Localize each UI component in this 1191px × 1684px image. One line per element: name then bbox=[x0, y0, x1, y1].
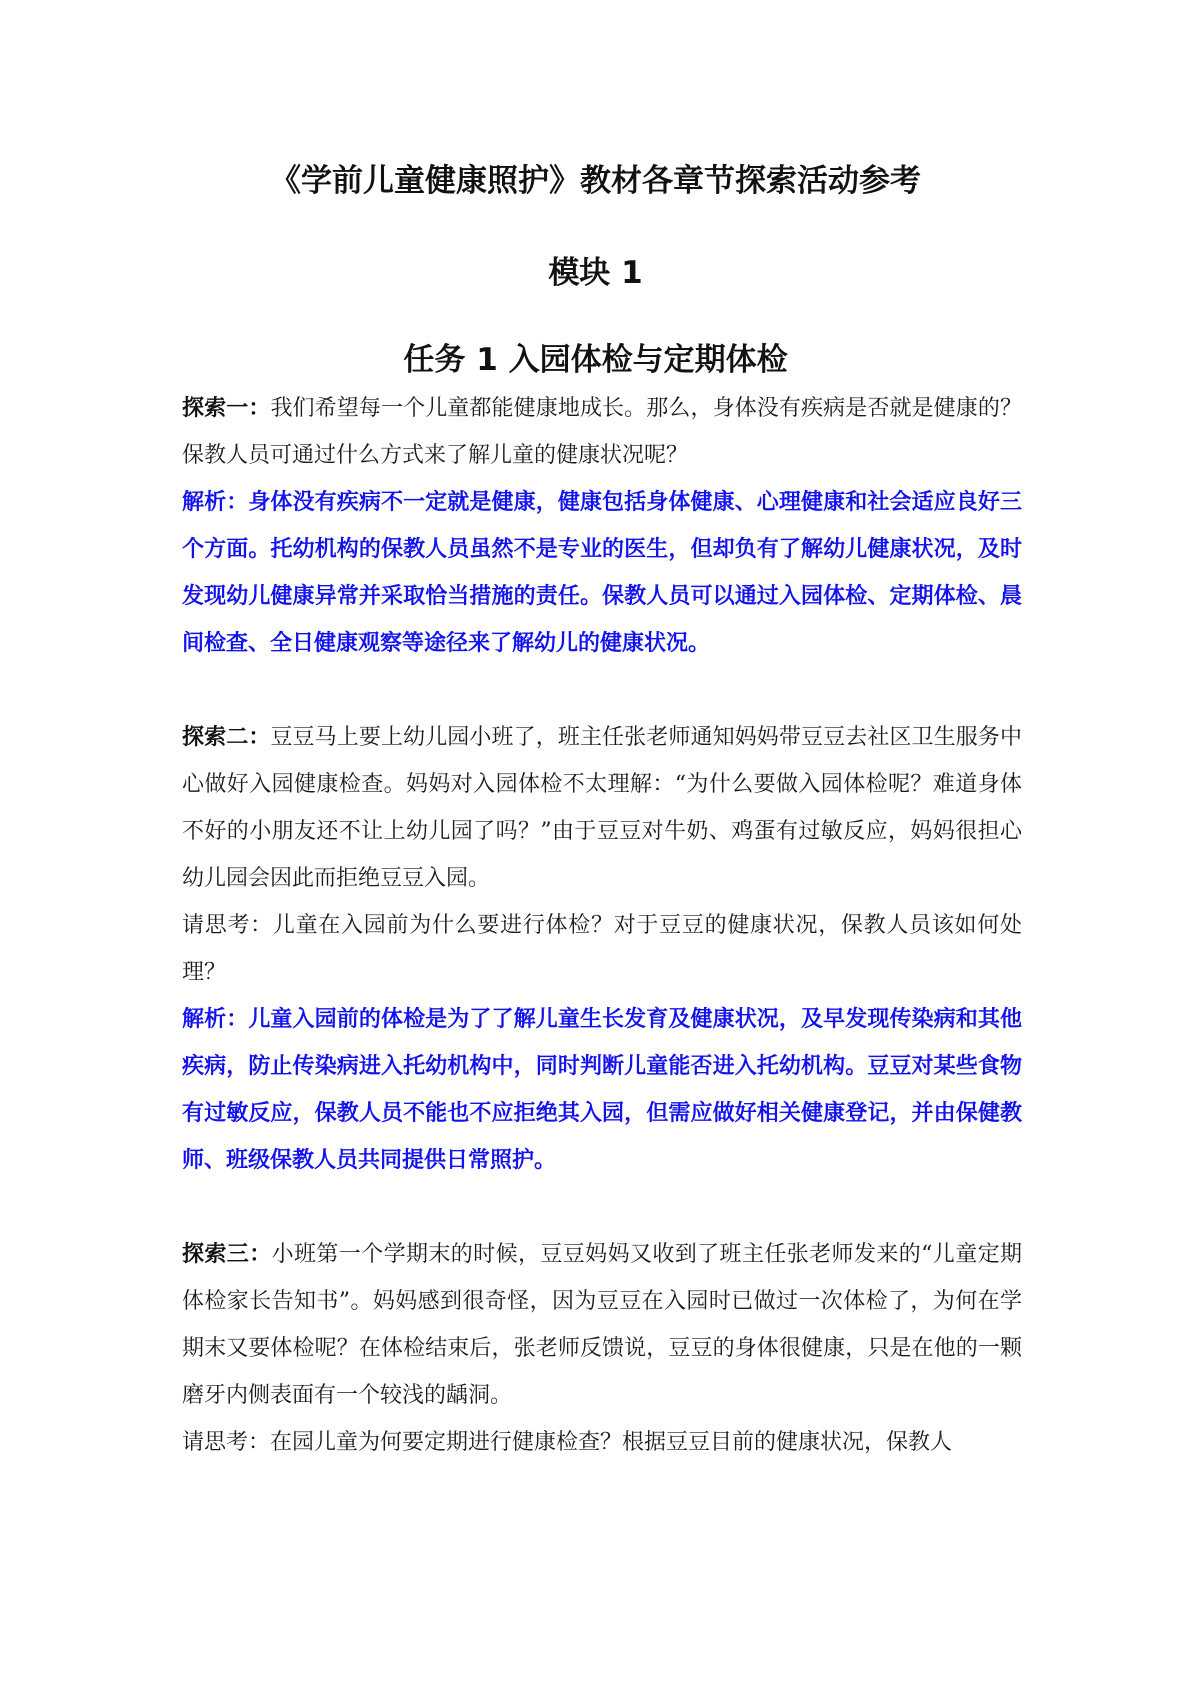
section-spacer bbox=[182, 667, 1022, 714]
exploration-label: 探索一： bbox=[182, 396, 271, 421]
answer-analysis: 解析：儿童入园前的体检是为了了解儿童生长发育及健康状况，及早发现传染病和其他疾病，防止传染病进入托幼机构中，同时判断儿童能否进入托幼机构。豆豆对某些食物有过敏反应，保教人员不能也不应拒绝其入园，但需应做好相关健康登记，并由保健教师、班级保教人员共同提供日常照护。 bbox=[182, 1007, 1022, 1173]
exploration-section-3 bbox=[182, 1231, 1022, 1466]
task-title: 任务 1 入园体检与定期体检 bbox=[403, 342, 788, 378]
exploration-question bbox=[182, 714, 1022, 902]
exploration-section-1 bbox=[182, 385, 1022, 667]
exploration-section-2 bbox=[182, 714, 1022, 1184]
question-text: 我们希望每一个儿童都能健康地成长。那么，身体没有疾病是否就是健康的？保教人员可通过什么方式来了解儿童的健康状况呢？ bbox=[182, 396, 1022, 468]
exploration-question bbox=[182, 385, 1022, 479]
think-prompt: 请思考：在园儿童为何要定期进行健康检查？根据豆豆目前的健康状况，保教人 bbox=[182, 1430, 953, 1455]
exploration-label: 探索二： bbox=[182, 725, 271, 750]
document-title: 《学前儿童健康照护》教材各章节探索活动参考 bbox=[270, 163, 921, 199]
question-text: 豆豆马上要上幼儿园小班了，班主任张老师通知妈妈带豆豆去社区卫生服务中心做好入园健康检查。妈妈对入园体检不太理解：“为什么要做入园体检呢？难道身体不好的小朋友还不让上幼儿园了吗？”由于豆豆对牛奶、鸡蛋有过敏反应，妈妈很担心幼儿园会因此而拒绝豆豆入园。 bbox=[182, 725, 1022, 891]
answer-analysis: 解析：身体没有疾病不一定就是健康，健康包括身体健康、心理健康和社会适应良好三个方面。托幼机构的保教人员虽然不是专业的医生，但却负有了解幼儿健康状况，及时发现幼儿健康异常并采取恰当措施的责任。保教人员可以通过入园体检、定期体检、晨间检查、全日健康观察等途径来了解幼儿的健康状况。 bbox=[182, 490, 1022, 656]
exploration-label: 探索三： bbox=[182, 1242, 272, 1267]
document-body bbox=[182, 385, 1022, 1466]
think-prompt: 请思考：儿童在入园前为什么要进行体检？对于豆豆的健康状况，保教人员该如何处理？ bbox=[182, 913, 1022, 985]
exploration-question bbox=[182, 1231, 1022, 1419]
section-spacer bbox=[182, 1184, 1022, 1231]
question-text: 小班第一个学期末的时候，豆豆妈妈又收到了班主任张老师发来的“儿童定期体检家长告知书”。妈妈感到很奇怪，因为豆豆在入园时已做过一次体检了，为何在学期末又要体检呢？在体检结束后，张老师反馈说，豆豆的身体很健康，只是在他的一颗磨牙内侧表面有一个较浅的龋洞。 bbox=[182, 1242, 1022, 1408]
module-title: 模块 1 bbox=[548, 255, 643, 291]
